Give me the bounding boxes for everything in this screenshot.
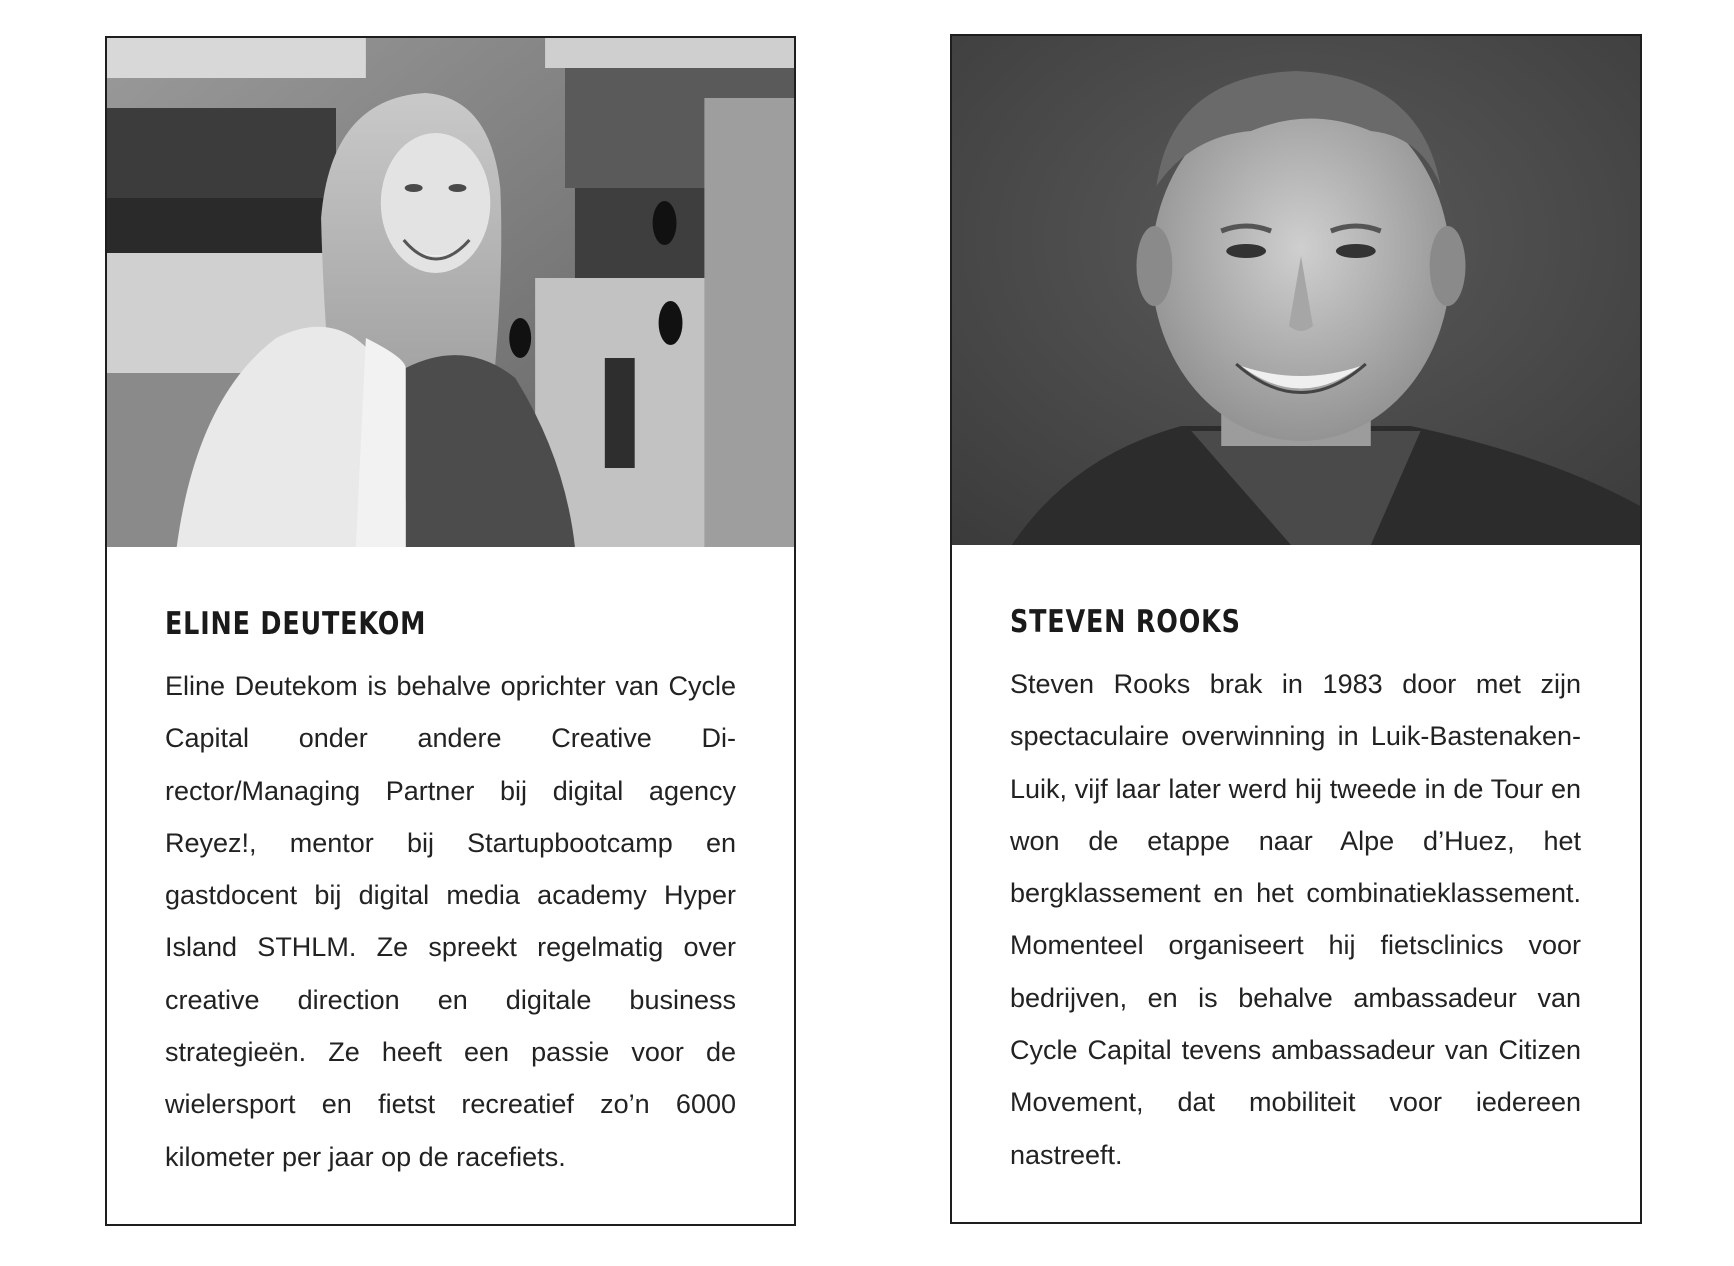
profile-name: STEVEN ROOKS: [1010, 604, 1241, 640]
portrait-photo: [107, 38, 794, 547]
portrait-photo: [952, 36, 1640, 545]
portrait-woman-image: [107, 38, 794, 547]
portrait-man-image: [952, 36, 1640, 545]
profile-card-eline: [105, 36, 796, 1226]
profile-bio: Steven Rooks brak in 1983 door met zijn spectaculaire overwinning in Luik-Bastenaken-Luik, vijf laar later werd hij tweede in de Tour en won de etappe naar Alpe d’Huez, het bergklassement en het combinatieklassement. Momenteel organiseert hij fietsclinics voor bedrijven, en is behalve ambassadeur van Cycle Capital tevens ambassadeur van Citizen Movement, dat mobiliteit voor iedereen nastreeft.: [1010, 669, 1581, 1170]
profile-card-steven: [950, 34, 1642, 1224]
profile-name: ELINE DEUTEKOM: [165, 606, 427, 642]
profile-bio: Eline Deutekom is behalve oprichter van Cycle Capital onder andere Creative Director/Managing Partner bij digital agency Reyez!, mentor bij Startupbootcamp en gastdocent bij digital media academy Hyper Island STHLM. Ze spreekt regelmatig over creative direction en digitale business strategieën. Ze heeft een passie voor de wielersport en fietst recreatief zo’n 6000 kilometer per jaar op de racefiets.: [165, 671, 736, 1172]
